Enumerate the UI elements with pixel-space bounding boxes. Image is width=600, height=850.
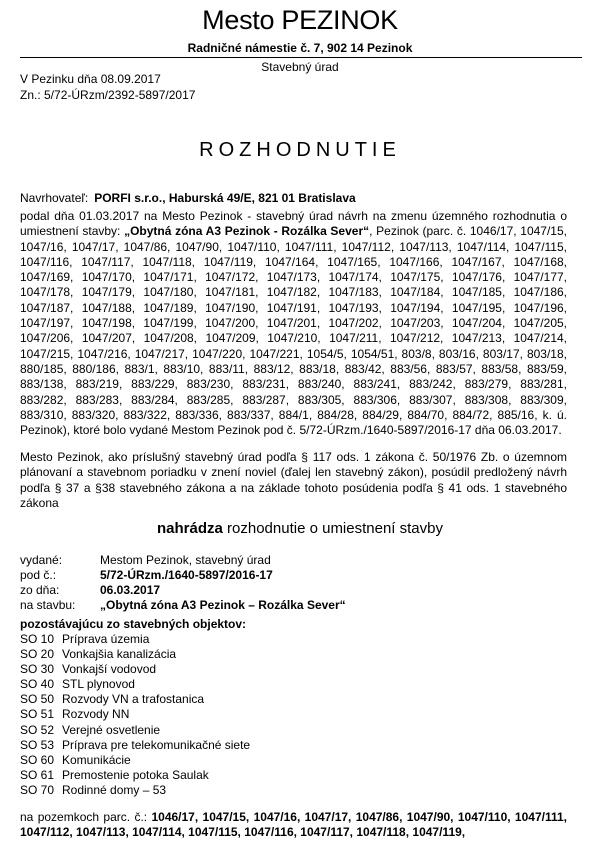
object-name: Vonkajší vodovod	[62, 662, 157, 677]
applicant-line	[20, 191, 356, 206]
detail-label: na stavbu:	[20, 598, 76, 612]
detail-value: Mestom Pezinok, stavebný úrad	[100, 553, 271, 567]
application-paragraph	[20, 209, 567, 438]
subheading-rest: rozhodnutie o umiestnení stavby	[222, 520, 443, 537]
reference-number: Zn.: 5/72-ÚRzm/2392-5897/2017	[20, 88, 196, 102]
object-name: Príprava územia	[62, 632, 150, 646]
legal-basis-paragraph: Mesto Pezinok, ako príslušný stavebný úrad podľa § 117 ods. 1 zákona č. 50/1976 Zb. o územnom plánovaní a stavebnom poriadku v znení noviel (ďalej len stavebný zákon), posúdil predložený návrh podľa § 37 a §38 stavebného zákona a na základe tohoto posúdenia podľa § 41 ods. 1 stavebného zákona	[20, 450, 567, 510]
parcels-intro: na pozemkoch parc. č.:	[20, 810, 152, 824]
office-name: Stavebný úrad	[261, 60, 339, 74]
object-code: SO 53	[20, 737, 55, 752]
detail-value: 5/72-ÚRzm./1640-5897/2016-17	[100, 568, 273, 582]
object-code: SO 50	[20, 692, 55, 707]
applicant-label: Navrhovateľ:	[20, 191, 89, 205]
document-title: ROZHODNUTIE	[199, 139, 401, 161]
object-code: SO 60	[20, 752, 55, 767]
municipality-address: Radničné námestie č. 7, 902 14 Pezinok	[187, 41, 413, 55]
object-name: STL plynovod	[62, 677, 135, 692]
application-intro: podal dňa 01.03.2017 na Mesto Pezinok - stavebný úrad návrh na zmenu územného rozhodnutia o umiestnení stavby:	[20, 209, 567, 239]
detail-label: zo dňa:	[20, 583, 60, 597]
object-code: SO 10	[20, 632, 55, 646]
header-divider	[20, 57, 582, 58]
object-name: Rozvody NN	[62, 707, 130, 722]
detail-label: pod č.:	[20, 568, 57, 582]
parcel-list: , Pezinok (parc. č. 1046/17, 1047/15, 1047/16, 1047/17, 1047/86, 1047/90, 1047/110, 1047/111, 1047/112, 1047/113, 1047/114, 1047/115, 1047/116, 1047/117, 1047/118, 1047/119, 1047/164, 1047/165, 1047/166, 1047/167, 1047/168, 1047/169, 1047/170, 1047/171, 1047/172, 1047/173, 1047/174, 1047/175, 1047/176, 1047/177, 1047/178, 1047/179, 1047/180, 1047/181, 1047/182, 1047/183, 1047/184, 1047/185, 1047/186, 1047/187, 1047/188, 1047/189, 1047/190, 1047/191, 1047/193, 1047/194, 1047/195, 1047/196, 1047/197, 1047/198, 1047/199, 1047/200, 1047/201, 1047/202, 1047/203, 1047/204, 1047/205, 1047/206, 1047/207, 1047/208, 1047/209, 1047/210, 1047/211, 1047/212, 1047/213, 1047/214, 1047/215, 1047/216, 1047/217, 1047/220, 1047/221, 1054/5, 1054/51, 803/8, 803/16, 803/17, 803/18, 880/185, 880/186, 883/1, 883/10, 883/11, 883/12, 883/18, 883/42, 883/56, 883/57, 883/58, 883/59, 883/138, 883/219, 883/229, 883/230, 883/231, 883/240, 883/241, 883/242, 883/279, 883/281, 883/282, 883/283, 883/284, 883/285, 883/287, 883/305, 883/306, 883/307, 883/308, 883/309, 883/310, 883/320, 883/322, 883/336, 883/337, 884/1, 884/28, 884/29, 884/70, 884/72, 885/16, k. ú. Pezinok), ktoré bolo vydané Mestom Pezinok pod č. 5/72-ÚRzm./1640-5897/2016-17 dňa 06.03.2017.	[20, 224, 567, 438]
objects-heading: pozostávajúcu zo stavebných objektov:	[20, 617, 247, 631]
object-code: SO 20	[20, 647, 55, 662]
subheading-keyword: nahrádza	[157, 520, 223, 537]
object-name: Rozvody VN a trafostanica	[62, 692, 205, 707]
applicant-value: PORFI s.r.o., Haburská 49/E, 821 01 Bratislava	[94, 191, 356, 205]
object-code: SO 51	[20, 707, 55, 722]
detail-label: vydané:	[20, 553, 63, 567]
decision-subheading	[0, 520, 600, 538]
object-name: Rodinné domy – 53	[62, 782, 167, 797]
detail-value: „Obytná zóna A3 Pezinok – Rozálka Sever“	[100, 598, 346, 612]
object-name: Premostenie potoka Saulak	[62, 767, 209, 782]
object-name: Vonkajšia kanalizácia	[62, 647, 177, 662]
object-code: SO 30	[20, 662, 55, 677]
parcels-paragraph	[20, 810, 567, 841]
object-name: Príprava pre telekomunikačné siete	[62, 737, 251, 752]
object-code: SO 40	[20, 677, 55, 692]
parcels-list: 1046/17, 1047/15, 1047/16, 1047/17, 1047/86, 1047/90, 1047/110, 1047/111, 1047/112, 1047/113, 1047/114, 1047/115, 1047/116, 1047/117, 1047/118, 1047/119,	[20, 810, 567, 840]
object-name: Komunikácie	[62, 752, 131, 767]
place-and-date: V Pezinku dňa 08.09.2017	[20, 72, 161, 86]
object-name: Verejné osvetlenie	[62, 722, 161, 737]
detail-value: 06.03.2017	[100, 583, 161, 597]
object-code: SO 52	[20, 722, 55, 737]
object-code: SO 70	[20, 782, 55, 797]
project-name: „Obytná zóna A3 Pezinok - Rozálka Sever“	[124, 224, 370, 239]
municipality-title: Mesto PEZINOK	[202, 5, 398, 35]
object-code: SO 61	[20, 767, 55, 782]
